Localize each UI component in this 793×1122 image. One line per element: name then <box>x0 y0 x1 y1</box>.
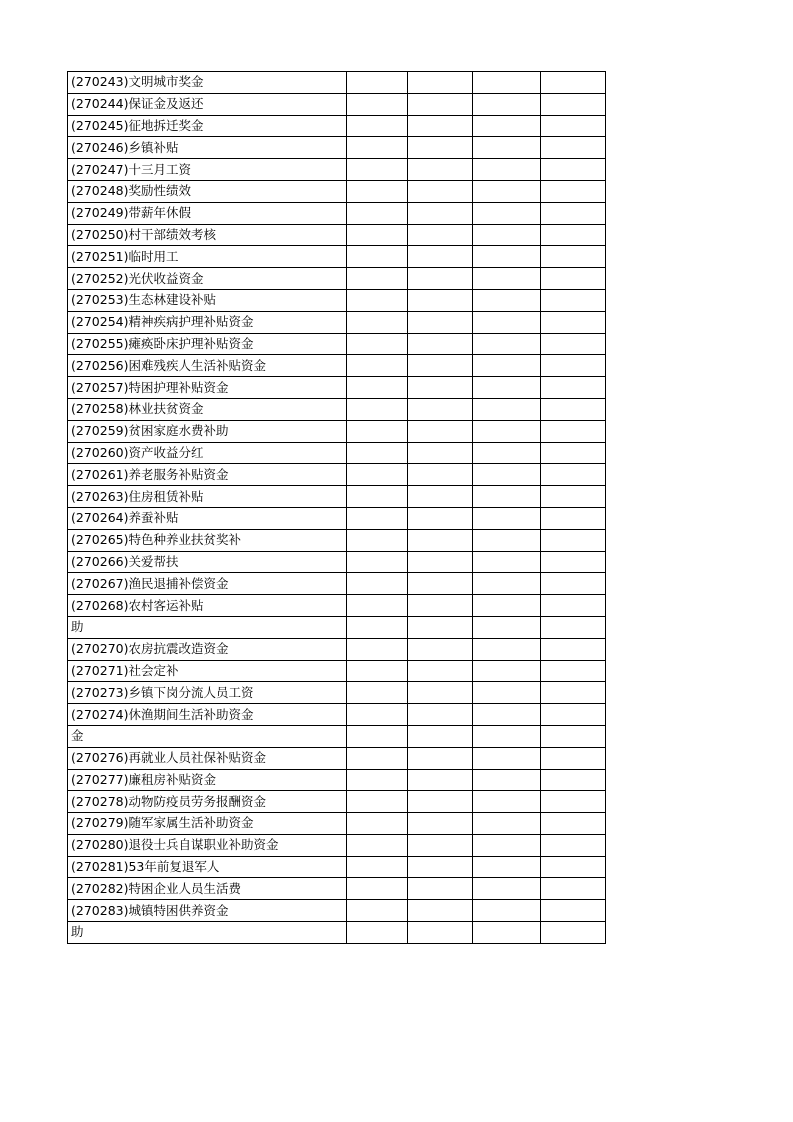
empty-cell <box>473 246 541 268</box>
empty-cell <box>541 420 606 442</box>
empty-cell <box>541 725 606 747</box>
empty-cell <box>541 660 606 682</box>
empty-cell <box>408 878 473 900</box>
empty-cell <box>408 551 473 573</box>
empty-cell <box>473 682 541 704</box>
item-name-cell: (270265)特色种养业扶贫奖补 <box>68 529 347 551</box>
item-name-cell: (270255)瘫痪卧床护理补贴资金 <box>68 333 347 355</box>
table-row <box>68 377 606 399</box>
empty-cell <box>347 725 408 747</box>
table-row <box>68 922 606 944</box>
empty-cell <box>408 791 473 813</box>
table-row <box>68 333 606 355</box>
empty-cell <box>347 660 408 682</box>
table-row <box>68 638 606 660</box>
table-row <box>68 507 606 529</box>
empty-cell <box>347 813 408 835</box>
empty-cell <box>541 93 606 115</box>
empty-cell <box>473 638 541 660</box>
empty-cell <box>347 246 408 268</box>
empty-cell <box>473 922 541 944</box>
empty-cell <box>473 747 541 769</box>
empty-cell <box>408 442 473 464</box>
table-row <box>68 725 606 747</box>
item-name-cell: (270264)养蚕补贴 <box>68 507 347 529</box>
empty-cell <box>473 137 541 159</box>
empty-cell <box>347 159 408 181</box>
table-row <box>68 93 606 115</box>
empty-cell <box>347 224 408 246</box>
empty-cell <box>473 900 541 922</box>
empty-cell <box>347 311 408 333</box>
empty-cell <box>347 704 408 726</box>
empty-cell <box>347 72 408 94</box>
empty-cell <box>408 616 473 638</box>
empty-cell <box>541 529 606 551</box>
empty-cell <box>347 638 408 660</box>
empty-cell <box>473 72 541 94</box>
empty-cell <box>541 878 606 900</box>
table-row <box>68 202 606 224</box>
empty-cell <box>347 856 408 878</box>
item-name-cell: (270257)特困护理补贴资金 <box>68 377 347 399</box>
empty-cell <box>473 856 541 878</box>
table-row <box>68 856 606 878</box>
empty-cell <box>473 507 541 529</box>
empty-cell <box>408 486 473 508</box>
empty-cell <box>473 398 541 420</box>
empty-cell <box>541 900 606 922</box>
empty-cell <box>473 311 541 333</box>
empty-cell <box>541 573 606 595</box>
empty-cell <box>541 704 606 726</box>
empty-cell <box>541 813 606 835</box>
table-row <box>68 72 606 94</box>
table-row <box>68 355 606 377</box>
table-row <box>68 551 606 573</box>
item-name-cell: (270249)带薪年休假 <box>68 202 347 224</box>
empty-cell <box>473 224 541 246</box>
empty-cell <box>347 180 408 202</box>
empty-cell <box>473 878 541 900</box>
empty-cell <box>541 224 606 246</box>
empty-cell <box>473 791 541 813</box>
empty-cell <box>541 377 606 399</box>
empty-cell <box>347 289 408 311</box>
empty-cell <box>408 202 473 224</box>
item-name-cell: (270266)关爱帮扶 <box>68 551 347 573</box>
empty-cell <box>347 268 408 290</box>
empty-cell <box>541 551 606 573</box>
empty-cell <box>347 551 408 573</box>
empty-cell <box>473 725 541 747</box>
empty-cell <box>347 355 408 377</box>
empty-cell <box>347 202 408 224</box>
item-name-cell: (270270)农房抗震改造资金 <box>68 638 347 660</box>
table-row <box>68 878 606 900</box>
empty-cell <box>541 507 606 529</box>
table-row <box>68 289 606 311</box>
empty-cell <box>347 398 408 420</box>
table-body <box>68 72 606 944</box>
empty-cell <box>541 72 606 94</box>
item-name-cell: (270243)文明城市奖金 <box>68 72 347 94</box>
empty-cell <box>541 486 606 508</box>
item-name-cell: (270280)退役士兵自谋职业补助资金 <box>68 834 347 856</box>
table-row <box>68 115 606 137</box>
table-row <box>68 813 606 835</box>
empty-cell <box>473 355 541 377</box>
empty-cell <box>347 616 408 638</box>
empty-cell <box>408 747 473 769</box>
empty-cell <box>541 442 606 464</box>
empty-cell <box>408 289 473 311</box>
empty-cell <box>408 704 473 726</box>
empty-cell <box>541 769 606 791</box>
empty-cell <box>473 420 541 442</box>
item-name-cell: 金 <box>68 725 347 747</box>
empty-cell <box>541 289 606 311</box>
empty-cell <box>347 464 408 486</box>
empty-cell <box>541 115 606 137</box>
empty-cell <box>347 900 408 922</box>
empty-cell <box>408 180 473 202</box>
table-row <box>68 442 606 464</box>
item-name-cell: (270248)奖励性绩效 <box>68 180 347 202</box>
empty-cell <box>347 333 408 355</box>
table-row <box>68 616 606 638</box>
empty-cell <box>473 159 541 181</box>
empty-cell <box>473 573 541 595</box>
empty-cell <box>473 202 541 224</box>
empty-cell <box>408 725 473 747</box>
table-row <box>68 900 606 922</box>
empty-cell <box>408 333 473 355</box>
item-name-cell: (270246)乡镇补贴 <box>68 137 347 159</box>
empty-cell <box>473 595 541 617</box>
empty-cell <box>347 834 408 856</box>
empty-cell <box>408 464 473 486</box>
empty-cell <box>541 856 606 878</box>
empty-cell <box>408 311 473 333</box>
empty-cell <box>347 769 408 791</box>
empty-cell <box>408 834 473 856</box>
empty-cell <box>408 682 473 704</box>
item-name-cell: (270256)困难残疾人生活补贴资金 <box>68 355 347 377</box>
item-name-cell: (270247)十三月工资 <box>68 159 347 181</box>
empty-cell <box>347 486 408 508</box>
empty-cell <box>408 398 473 420</box>
item-name-cell: (270252)光伏收益资金 <box>68 268 347 290</box>
empty-cell <box>541 682 606 704</box>
empty-cell <box>347 791 408 813</box>
empty-cell <box>408 93 473 115</box>
empty-cell <box>408 268 473 290</box>
item-name-cell: (270273)乡镇下岗分流人员工资 <box>68 682 347 704</box>
item-name-cell: (270250)村干部绩效考核 <box>68 224 347 246</box>
empty-cell <box>473 529 541 551</box>
item-name-cell: (270251)临时用工 <box>68 246 347 268</box>
empty-cell <box>473 704 541 726</box>
empty-cell <box>347 420 408 442</box>
empty-cell <box>347 137 408 159</box>
empty-cell <box>408 377 473 399</box>
data-table <box>67 71 606 944</box>
item-name-cell: (270254)精神疾病护理补贴资金 <box>68 311 347 333</box>
item-name-cell: (270282)特困企业人员生活费 <box>68 878 347 900</box>
empty-cell <box>541 747 606 769</box>
item-name-cell: (270244)保证金及返还 <box>68 93 347 115</box>
item-name-cell: (270276)再就业人员社保补贴资金 <box>68 747 347 769</box>
empty-cell <box>347 595 408 617</box>
empty-cell <box>541 180 606 202</box>
empty-cell <box>408 420 473 442</box>
empty-cell <box>541 333 606 355</box>
empty-cell <box>541 137 606 159</box>
empty-cell <box>347 115 408 137</box>
table-row <box>68 834 606 856</box>
empty-cell <box>408 660 473 682</box>
empty-cell <box>473 464 541 486</box>
empty-cell <box>541 159 606 181</box>
empty-cell <box>541 202 606 224</box>
item-name-cell: (270258)林业扶贫资金 <box>68 398 347 420</box>
table-row <box>68 704 606 726</box>
empty-cell <box>473 486 541 508</box>
empty-cell <box>347 442 408 464</box>
empty-cell <box>408 573 473 595</box>
empty-cell <box>541 638 606 660</box>
empty-cell <box>347 507 408 529</box>
empty-cell <box>408 595 473 617</box>
empty-cell <box>408 137 473 159</box>
empty-cell <box>408 922 473 944</box>
empty-cell <box>408 856 473 878</box>
empty-cell <box>408 507 473 529</box>
item-name-cell: (270274)休渔期间生活补助资金 <box>68 704 347 726</box>
item-name-cell: (270267)渔民退捕补偿资金 <box>68 573 347 595</box>
empty-cell <box>347 747 408 769</box>
table-row <box>68 747 606 769</box>
table-row <box>68 268 606 290</box>
empty-cell <box>408 355 473 377</box>
empty-cell <box>541 595 606 617</box>
item-name-cell: (270253)生态林建设补贴 <box>68 289 347 311</box>
empty-cell <box>347 878 408 900</box>
item-name-cell: (270268)农村客运补贴 <box>68 595 347 617</box>
empty-cell <box>473 180 541 202</box>
empty-cell <box>347 573 408 595</box>
empty-cell <box>347 93 408 115</box>
item-name-cell: (270261)养老服务补贴资金 <box>68 464 347 486</box>
table-row <box>68 595 606 617</box>
item-name-cell: (270245)征地拆迁奖金 <box>68 115 347 137</box>
empty-cell <box>473 289 541 311</box>
empty-cell <box>541 311 606 333</box>
empty-cell <box>473 93 541 115</box>
empty-cell <box>408 246 473 268</box>
table-row <box>68 682 606 704</box>
table-row <box>68 486 606 508</box>
item-name-cell: (270259)贫困家庭水费补助 <box>68 420 347 442</box>
table-row <box>68 311 606 333</box>
empty-cell <box>473 813 541 835</box>
empty-cell <box>541 355 606 377</box>
item-name-cell: (270277)廉租房补贴资金 <box>68 769 347 791</box>
empty-cell <box>473 616 541 638</box>
table-row <box>68 224 606 246</box>
item-name-cell: 助 <box>68 616 347 638</box>
empty-cell <box>541 922 606 944</box>
table-row <box>68 398 606 420</box>
item-name-cell: 助 <box>68 922 347 944</box>
empty-cell <box>541 834 606 856</box>
empty-cell <box>473 551 541 573</box>
empty-cell <box>347 529 408 551</box>
empty-cell <box>408 529 473 551</box>
empty-cell <box>408 72 473 94</box>
empty-cell <box>541 791 606 813</box>
empty-cell <box>408 900 473 922</box>
table-row <box>68 769 606 791</box>
item-name-cell: (270271)社会定补 <box>68 660 347 682</box>
empty-cell <box>541 464 606 486</box>
empty-cell <box>408 769 473 791</box>
empty-cell <box>408 115 473 137</box>
empty-cell <box>473 834 541 856</box>
item-name-cell: (270281)53年前复退军人 <box>68 856 347 878</box>
empty-cell <box>408 638 473 660</box>
empty-cell <box>473 442 541 464</box>
item-name-cell: (270260)资产收益分红 <box>68 442 347 464</box>
empty-cell <box>473 333 541 355</box>
item-name-cell: (270263)住房租赁补贴 <box>68 486 347 508</box>
empty-cell <box>473 660 541 682</box>
item-name-cell: (270279)随军家属生活补助资金 <box>68 813 347 835</box>
empty-cell <box>473 769 541 791</box>
table-row <box>68 246 606 268</box>
empty-cell <box>408 224 473 246</box>
table-row <box>68 529 606 551</box>
empty-cell <box>473 115 541 137</box>
empty-cell <box>473 268 541 290</box>
item-name-cell: (270283)城镇特困供养资金 <box>68 900 347 922</box>
empty-cell <box>541 268 606 290</box>
table-row <box>68 137 606 159</box>
table-row <box>68 464 606 486</box>
table-row <box>68 791 606 813</box>
table-row <box>68 159 606 181</box>
empty-cell <box>408 813 473 835</box>
empty-cell <box>347 377 408 399</box>
table-row <box>68 660 606 682</box>
empty-cell <box>541 398 606 420</box>
table-row <box>68 180 606 202</box>
empty-cell <box>541 616 606 638</box>
item-name-cell: (270278)动物防疫员劳务报酬资金 <box>68 791 347 813</box>
empty-cell <box>541 246 606 268</box>
empty-cell <box>408 159 473 181</box>
empty-cell <box>473 377 541 399</box>
empty-cell <box>347 682 408 704</box>
empty-cell <box>347 922 408 944</box>
table-row <box>68 420 606 442</box>
table-row <box>68 573 606 595</box>
